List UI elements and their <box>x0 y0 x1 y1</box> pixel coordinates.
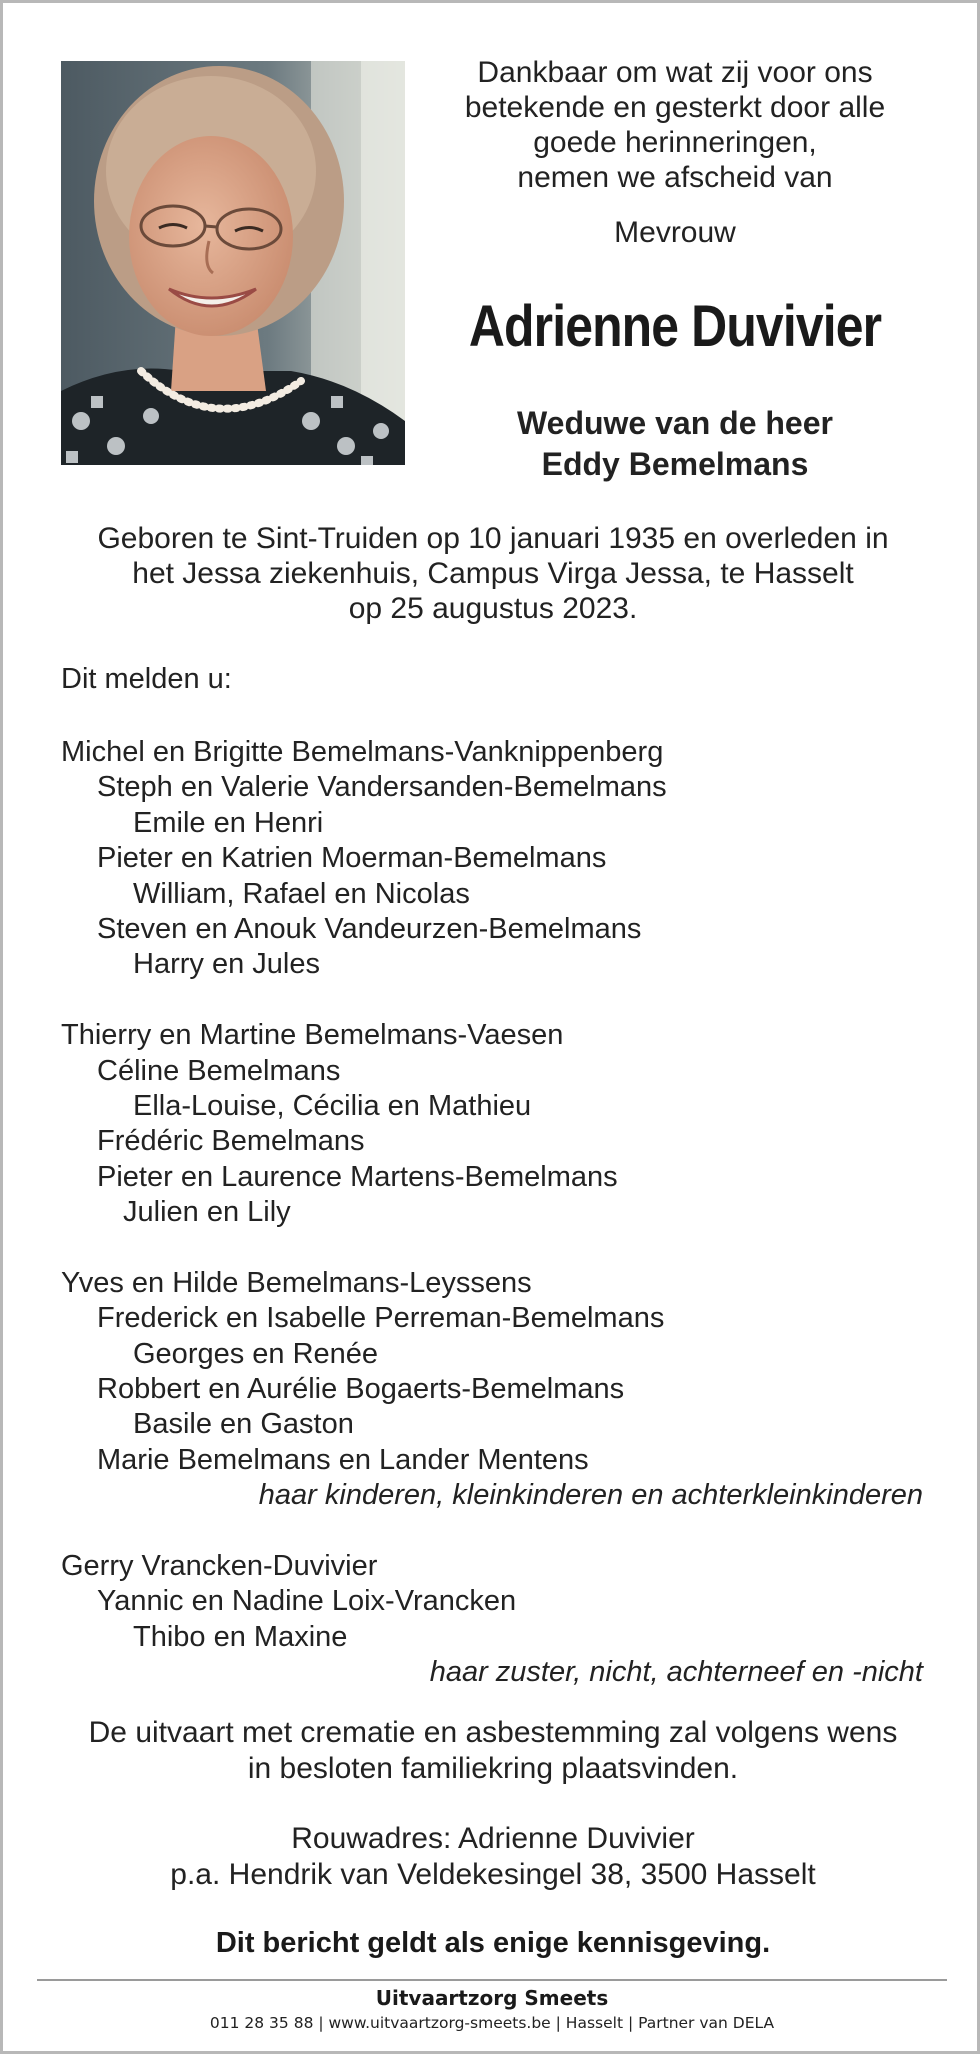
ceremony-line: De uitvaart met crematie en asbestemming zal volgens wens <box>88 1716 898 1749</box>
group-spacer <box>61 1230 925 1265</box>
intro-line: goede herinneringen, <box>533 126 817 159</box>
portrait-photo <box>61 61 405 465</box>
family-member: Frederick en Isabelle Perreman-Bemelmans <box>97 1302 665 1335</box>
family-member: William, Rafael en Nicolas <box>133 877 470 910</box>
born-line: Geboren te Sint-Truiden op 10 januari 1935 en overleden in <box>97 522 889 555</box>
portrait-photo-icon <box>61 61 405 465</box>
relation-caption: haar zuster, nicht, achterneef en -nicht <box>429 1656 923 1689</box>
family-member: Emile en Henri <box>133 806 324 839</box>
footer-divider <box>37 1979 947 1981</box>
family-member: Steven en Anouk Vandeurzen-Bemelmans <box>97 912 642 945</box>
intro-text <box>433 55 917 250</box>
group-spacer <box>61 1514 925 1549</box>
family-member: Céline Bemelmans <box>97 1054 341 1087</box>
announce-heading: Dit melden u: <box>61 663 232 695</box>
family-member: Harry en Jules <box>133 948 320 981</box>
family-member: Gerry Vrancken-Duvivier <box>61 1549 378 1582</box>
notice-statement: Dit bericht geldt als enige kennisgeving. <box>215 1927 771 1959</box>
address-line: Rouwadres: Adrienne Duvivier <box>291 1822 695 1855</box>
born-line: het Jessa ziekenhuis, Campus Virga Jessa, te Hasselt <box>132 557 854 590</box>
family-member: Basile en Gaston <box>133 1408 354 1441</box>
family-member: Thibo en Maxine <box>133 1620 348 1653</box>
family-list <box>61 735 925 1691</box>
intro-line: betekende en gesterkt door alle <box>464 91 886 124</box>
widow-line: Weduwe van de heer <box>517 405 833 441</box>
intro-line: Dankbaar om wat zij voor ons <box>477 56 873 89</box>
family-member: Steph en Valerie Vandersanden-Bemelmans <box>97 771 667 804</box>
address-line: p.a. Hendrik van Veldekesingel 38, 3500 Hasselt <box>170 1858 816 1891</box>
honorific-title: Mevrouw <box>614 216 736 249</box>
birth-death-info <box>61 521 925 626</box>
ceremony-line: in besloten familiekring plaatsvinden. <box>247 1752 739 1785</box>
family-member: Thierry en Martine Bemelmans-Vaesen <box>61 1019 564 1052</box>
funeral-home-contact: 011 28 35 88 | www.uitvaartzorg-smeets.be | Hasselt | Partner van DELA <box>209 2014 775 2032</box>
intro-line: nemen we afscheid van <box>517 161 833 194</box>
relation-caption: haar kinderen, kleinkinderen en achterkleinkinderen <box>258 1479 923 1512</box>
born-line: op 25 augustus 2023. <box>348 592 638 625</box>
family-member: Yannic en Nadine Loix-Vrancken <box>97 1585 517 1618</box>
family-member: Michel en Brigitte Bemelmans-Vanknippenberg <box>61 736 664 768</box>
family-member: Marie Bemelmans en Lander Mentens <box>97 1443 589 1476</box>
family-member: Pieter en Katrien Moerman-Bemelmans <box>97 842 607 875</box>
family-member: Julien en Lily <box>123 1196 291 1229</box>
family-member: Ella-Louise, Cécilia en Mathieu <box>133 1089 532 1122</box>
family-member: Yves en Hilde Bemelmans-Leyssens <box>61 1266 532 1299</box>
mourning-address <box>61 1821 925 1893</box>
family-member: Frédéric Bemelmans <box>97 1125 365 1158</box>
family-member: Pieter en Laurence Martens-Bemelmans <box>97 1160 618 1193</box>
group-spacer <box>61 983 925 1018</box>
deceased-name: Adrienne Duvivier <box>468 294 882 359</box>
family-member: Georges en Renée <box>133 1337 379 1370</box>
widow-line: Eddy Bemelmans <box>541 446 809 482</box>
ceremony-info <box>61 1715 925 1787</box>
family-member: Robbert en Aurélie Bogaerts-Bemelmans <box>97 1373 625 1406</box>
widow-of <box>433 403 917 485</box>
funeral-home-name: Uitvaartzorg Smeets <box>375 1986 609 2010</box>
